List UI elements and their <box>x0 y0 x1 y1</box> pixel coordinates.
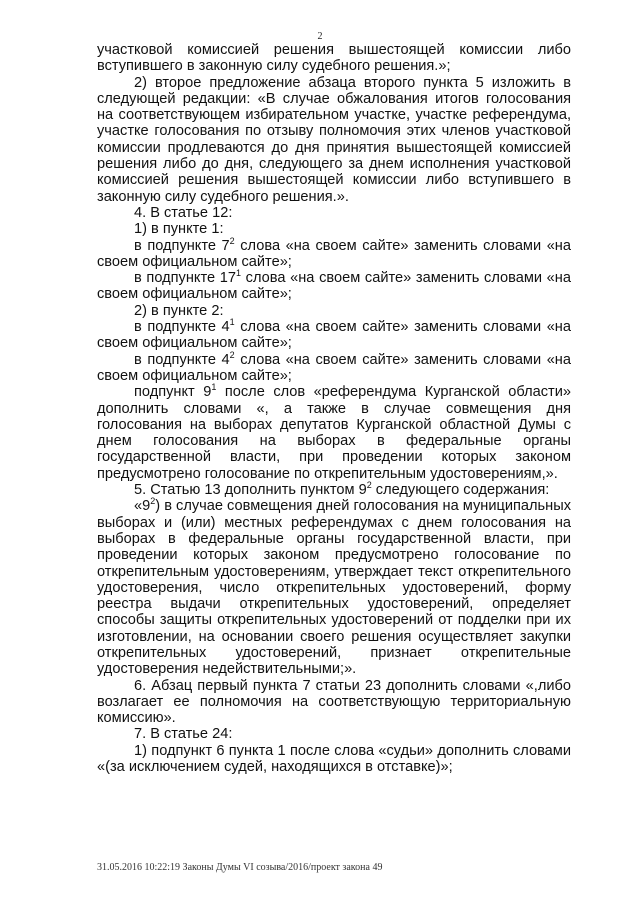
paragraph <box>97 42 571 75</box>
paragraph <box>97 319 571 352</box>
superscript: 1 <box>235 268 241 279</box>
paragraph-text: 6. Абзац первый пункта 7 статьи 23 дополнить словами «,либо возлагает ее полномочия на соответствующую территориальную комиссию». <box>97 677 571 727</box>
paragraph-text: 1) подпункт 6 пункта 1 после слова «судьи» дополнить словами «(за исключением судей, находящихся в отставке)»; <box>97 742 571 776</box>
paragraph <box>97 498 571 677</box>
paragraph-text: 1) в пункте 1: <box>134 221 224 238</box>
footer-stamp: 31.05.2016 10:22:19 Законы Думы VI созыва/2016/проект закона 49 <box>97 862 383 873</box>
paragraph-text: участковой комиссией решения вышестоящей комиссии либо вступившего в законную силу судебного решения.»; <box>97 42 571 75</box>
paragraph-text: следующего содержания: <box>371 482 550 499</box>
paragraph-text: в подпункте 4 <box>134 351 230 368</box>
paragraph-text: в подпункте 7 <box>134 237 230 254</box>
paragraph <box>97 205 571 221</box>
superscript: 2 <box>150 496 156 507</box>
paragraph-text: 4. В статье 12: <box>134 204 233 221</box>
paragraph-text: 2) второе предложение абзаца второго пункта 5 изложить в следующей редакции: «В случае обжалования итогов голосования на соответствующем избирательном участке, участке референдума, участке голосования по отзыву полномочия этих членов участковой комиссии продлеваются до дня принятия вышестоящей комиссией решения либо до дня, следующего за днем исполнения участковой комиссией решения вышестоящей комиссии либо вступившего в законную силу судебного решения.». <box>97 74 571 205</box>
paragraph <box>97 303 571 319</box>
paragraph <box>97 349 571 385</box>
paragraph-text: 5. Статью 13 дополнить пунктом 9 <box>134 482 367 499</box>
paragraph <box>97 221 571 237</box>
paragraph-text: в подпункте 4 <box>134 319 230 336</box>
paragraph <box>97 384 571 482</box>
paragraph-text: слова «на своем сайте» заменить словами «на своем официальном сайте»; <box>97 270 571 303</box>
superscript: 1 <box>211 382 217 393</box>
paragraph <box>97 726 571 742</box>
paragraph <box>97 678 571 727</box>
superscript: 2 <box>366 480 372 491</box>
paragraph-text: подпункт 9 <box>134 384 212 401</box>
superscript: 1 <box>229 317 235 328</box>
paragraph-text: 2) в пункте 2: <box>134 302 224 319</box>
superscript: 2 <box>229 349 235 360</box>
superscript: 2 <box>229 235 235 246</box>
paragraph-text: слова «на своем сайте» заменить словами «на своем официальном сайте»; <box>97 351 571 384</box>
paragraph <box>97 270 571 303</box>
paragraph-text: ) в случае совмещения дней голосования на муниципальных выборах и (или) местных референдумах с днем голосования на выборах в федеральные органы государственной власти, при проведении которых законом предусмотрено голосование по открепительным удостоверениям, утверждает текст открепительного удостоверения, число открепительных удостоверений, форму реестра выдачи открепительных удостоверений, определяет способы защиты открепительных удостоверений от подделки при их изготовлении, на основании своего решения осуществляет закупки открепительных удостоверений, признает открепительные удостоверения недействительными;». <box>97 498 571 678</box>
paragraph-text: «9 <box>134 498 151 515</box>
paragraph <box>97 743 571 776</box>
paragraph <box>97 75 571 205</box>
page-number: 2 <box>317 31 323 42</box>
paragraph-text: после слов «референдума Курганской области» дополнить словами «, а также в случае совмещения дня голосования на выборах депутатов Курганской областной Думы с днем голосования на выборах в федеральные органы государственной власти, при проведении которых законом предусмотрено голосование по открепительным удостоверениям,». <box>97 384 571 482</box>
paragraph-text: слова «на своем сайте» заменить словами «на своем официальном сайте»; <box>97 319 571 352</box>
paragraph-text: в подпункте 17 <box>134 270 236 287</box>
paragraph-text: слова «на своем сайте» заменить словами «на своем официальном сайте»; <box>97 237 571 270</box>
paragraph <box>97 482 571 498</box>
paragraph <box>97 235 571 271</box>
paragraph-text: 7. В статье 24: <box>134 726 233 743</box>
document-body <box>97 42 571 775</box>
